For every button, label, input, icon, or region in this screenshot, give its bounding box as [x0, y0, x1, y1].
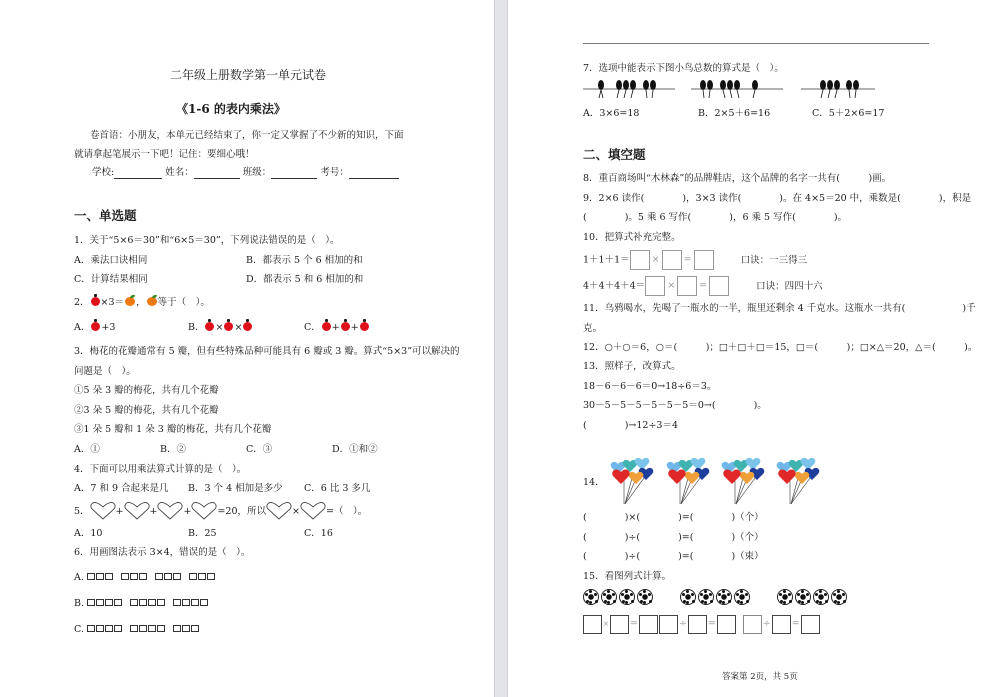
question-tail-text: =（ ）。 — [325, 506, 368, 517]
question-1-option-a[interactable]: A．乘法口诀相同 — [74, 255, 148, 266]
question-13-part1: 30－5－5－5－5－5－5＝0→( )。 — [583, 400, 767, 411]
soccer-ball-icon — [698, 589, 714, 605]
class-blank[interactable] — [271, 168, 317, 179]
mnemonic-hint: 口诀：一三得三 — [740, 254, 808, 266]
question-10-row2 — [583, 276, 823, 297]
question-1-option-d[interactable]: D．都表示 5 和 6 相加的和 — [246, 274, 364, 285]
question-13-example: 18－6－6－6＝0→18÷6＝3。 — [583, 381, 717, 392]
section-heading-single-choice: 一、单选题 — [74, 208, 137, 223]
question-6-option-a[interactable] — [74, 572, 223, 584]
question-3-option-b[interactable]: B．② — [160, 444, 186, 455]
apple-icon — [341, 322, 350, 331]
square-group-icon — [87, 598, 123, 610]
question-14-row1: ( )×( )=( )（个） — [583, 512, 764, 523]
soccer-ball-icon — [734, 589, 750, 605]
question-13-part2: ( )→12÷3＝4 — [583, 420, 679, 431]
square-group-icon — [87, 572, 114, 584]
square-group-icon — [87, 624, 123, 636]
question-3-statement-2: ②3 朵 5 瓣的梅花，共有几个花瓣 — [74, 405, 219, 416]
question-9-line1: 9．2×6 读作( )，3×3 读作( )。在 4×5＝20 中，乘数是( )，积是 — [583, 193, 972, 204]
answer-box[interactable] — [610, 615, 629, 634]
times-sign: × — [603, 620, 609, 628]
question-11-line1: 11．乌鸦喝水，先喝了一瓶水的一半，瓶里还剩余 4 千克水。这瓶水一共有( )千 — [583, 303, 976, 314]
question-10-stem: 10．把算式补充完整。 — [583, 232, 681, 243]
option-label: B. — [74, 598, 85, 609]
question-4-stem: 4．下面可以用乘法算式计算的是（ ）。 — [74, 464, 247, 475]
question-2-option-c[interactable] — [304, 322, 370, 334]
plus-sign: + — [149, 506, 158, 517]
question-3-option-a[interactable]: A．① — [74, 444, 100, 455]
question-1-stem: 1．关于“5×6＝30”和“6×5＝30”，下列说法错误的是（ ）。 — [74, 235, 340, 246]
question-10-row1 — [583, 250, 807, 271]
document-page-left — [0, 0, 494, 697]
orange-icon — [147, 297, 157, 306]
question-6-stem: 6．用画图法表示 3×4，错误的是（ ）。 — [74, 547, 251, 558]
apple-icon — [91, 322, 100, 331]
answer-box[interactable] — [709, 276, 729, 296]
answer-box[interactable] — [677, 276, 697, 296]
plus-sign: + — [350, 322, 359, 333]
divide-sign: ÷ — [678, 618, 687, 629]
soccer-ball-icon — [637, 589, 653, 605]
apple-icon — [205, 322, 214, 331]
question-7-stem: 7．选项中能表示下图小鸟总数的算式是（ ）。 — [583, 63, 784, 74]
question-number: 5． — [74, 506, 90, 517]
apple-icon — [224, 322, 233, 331]
name-blank[interactable] — [194, 168, 240, 179]
heart-icon — [300, 502, 326, 520]
equals-sign: = — [791, 618, 800, 629]
answer-box[interactable] — [772, 615, 791, 634]
school-label: 学校: — [92, 167, 115, 178]
equals-sign: = — [629, 618, 638, 629]
question-5-stem — [74, 502, 367, 520]
soccer-ball-icon — [795, 589, 811, 605]
plus-sign: + — [331, 322, 340, 333]
divide-sign: ÷ — [762, 618, 771, 629]
question-3-statement-1: ①5 朵 3 瓣的梅花，共有几个花瓣 — [74, 385, 219, 396]
section-heading-fill-in: 二、填空题 — [583, 147, 646, 162]
question-7-option-c[interactable]: C．5＋2×6=17 — [812, 108, 885, 119]
question-5-option-c[interactable]: C．16 — [304, 528, 333, 539]
question-4-option-c[interactable]: C．6 比 3 多几 — [304, 483, 371, 494]
option-label: A. — [74, 572, 84, 583]
question-15-equations — [583, 614, 820, 635]
plus-sign: + — [183, 506, 192, 517]
question-1-option-b[interactable]: B．都表示 5 个 6 相加的和 — [246, 255, 363, 266]
question-7-option-a[interactable]: A．3×6=18 — [583, 108, 640, 119]
option-label: C. — [74, 624, 84, 635]
option-text: +3 — [101, 322, 116, 333]
apple-icon — [360, 322, 369, 331]
question-6-option-b[interactable] — [74, 598, 216, 610]
heart-icon — [124, 502, 150, 520]
question-2-stem — [74, 297, 210, 309]
question-14-row3: ( )÷( )=( )（束） — [583, 551, 764, 562]
question-3-option-c[interactable]: C．③ — [246, 444, 273, 455]
comma-text: ， — [136, 297, 146, 308]
answer-box[interactable] — [688, 615, 707, 634]
question-4-option-b[interactable]: B．3 个 4 相加是多少 — [188, 483, 283, 494]
exam-title: 二年级上册数学第一单元试卷 — [170, 68, 327, 82]
soccer-ball-group — [777, 597, 849, 608]
heart-icon — [90, 502, 116, 520]
question-3-option-d[interactable]: D．①和② — [332, 444, 378, 455]
expression-text: 4＋4＋4＋4＝ — [583, 280, 646, 292]
answer-box[interactable] — [645, 276, 665, 296]
answer-box[interactable] — [639, 615, 658, 634]
times-sign: × — [651, 254, 660, 265]
name-label: 姓名： — [165, 167, 194, 178]
option-label: A． — [74, 322, 91, 333]
balloon-bunches-image — [608, 456, 828, 506]
soccer-ball-icon — [619, 589, 635, 605]
soccer-ball-icon — [601, 589, 617, 605]
answer-box[interactable] — [662, 250, 682, 270]
equals-sign: = — [683, 254, 692, 265]
heart-icon — [266, 502, 292, 520]
exam-number-blank[interactable] — [349, 168, 399, 179]
answer-box[interactable] — [717, 615, 736, 634]
intro-text-line1: 卷首语：小朋友，本单元已经结束了，你一定又掌握了不少新的知识，下面 — [90, 130, 404, 141]
header-rule — [583, 43, 929, 44]
question-4-option-a[interactable]: A．7 和 9 合起来是几 — [74, 483, 169, 494]
square-group-icon — [121, 572, 148, 584]
question-1-option-c[interactable]: C．计算结果相同 — [74, 274, 148, 285]
mnemonic-hint: 口诀：四四十六 — [756, 280, 823, 292]
soccer-ball-icon — [831, 589, 847, 605]
question-2-option-a[interactable] — [74, 322, 115, 334]
times-three-text: ×3＝ — [100, 297, 125, 308]
times-sign: × — [292, 506, 300, 517]
question-7-option-b[interactable]: B．2×5＋6=16 — [698, 108, 771, 119]
soccer-ball-group — [583, 597, 655, 608]
apple-icon — [243, 322, 252, 331]
answer-box[interactable] — [694, 250, 714, 270]
answer-box[interactable] — [630, 250, 650, 270]
question-8: 8．重百商场叫“木林森”的品牌鞋店，这个品牌的名字一共有( )画。 — [583, 173, 892, 184]
soccer-ball-icon — [716, 589, 732, 605]
question-11-line2: 克。 — [583, 323, 603, 334]
option-label: C． — [304, 322, 321, 333]
page-footer: 答案第 2页，共 5页 — [722, 672, 798, 682]
question-13-stem: 13．照样子，改算式。 — [583, 361, 681, 372]
answer-box[interactable] — [801, 615, 820, 634]
answer-box[interactable] — [743, 615, 762, 634]
question-5-option-a[interactable]: A．10 — [74, 528, 103, 539]
times-sign: × — [215, 322, 224, 333]
class-label: 班级： — [242, 167, 272, 178]
heart-icon — [157, 502, 183, 520]
option-label: B． — [188, 322, 205, 333]
apple-icon — [91, 297, 100, 306]
soccer-ball-groups — [583, 589, 849, 611]
square-group-icon — [189, 572, 216, 584]
question-3-stem-line1: 3．梅花的花瓣通常有 5 瓣，但有些特殊品种可能具有 6 瓣或 3 瓣。算式“5×3”可以解决的 — [74, 346, 460, 357]
heart-icon — [191, 502, 217, 520]
soccer-ball-group — [680, 597, 752, 608]
question-15-stem: 15．看图列式计算。 — [583, 571, 672, 582]
apple-icon — [322, 322, 331, 331]
soccer-ball-icon — [777, 589, 793, 605]
equals-sign: = — [707, 618, 716, 629]
square-group-icon — [173, 624, 200, 636]
question-14-number: 14． — [583, 477, 605, 488]
soccer-ball-icon — [813, 589, 829, 605]
answer-box[interactable] — [583, 615, 602, 634]
exam-subtitle: 《1-6 的表内乘法》 — [176, 102, 286, 116]
question-9-line2: ( )。5 乘 6 写作( )，6 乘 5 写作( )。 — [583, 212, 848, 223]
answer-box[interactable] — [659, 615, 678, 634]
equals-sign: = — [699, 280, 708, 291]
square-group-icon — [130, 624, 166, 636]
question-6-option-c[interactable] — [74, 624, 207, 636]
soccer-ball-icon — [583, 589, 599, 605]
expression-text: 1＋1＋1＝ — [583, 254, 630, 266]
question-2-option-b[interactable] — [188, 322, 253, 334]
times-sign: × — [667, 280, 676, 291]
soccer-ball-icon — [680, 589, 696, 605]
question-12: 12．○＋○＝6，○＝( )；□＋□＋□＝15，□＝( )；□×△＝20，△＝( )。 — [583, 342, 978, 353]
square-group-icon — [130, 598, 166, 610]
times-sign: × — [234, 322, 243, 333]
page-gutter — [494, 0, 508, 697]
question-3-statement-3: ③1 朵 5 瓣和 1 朵 3 瓣的梅花，共有几个花瓣 — [74, 424, 272, 435]
orange-icon — [125, 297, 135, 306]
square-group-icon — [155, 572, 182, 584]
question-5-option-b[interactable]: B．25 — [188, 528, 217, 539]
birds-on-wire-image — [583, 78, 883, 104]
exam-number-label: 考号： — [320, 167, 349, 178]
plus-sign: + — [115, 506, 124, 517]
question-tail-text: 等于（ ）。 — [157, 297, 210, 308]
square-group-icon — [173, 598, 209, 610]
intro-text-line2: 就请拿起笔展示一下吧！记住：要细心哦！ — [74, 149, 255, 160]
question-3-stem-line2: 问题是（ ）。 — [74, 366, 136, 377]
school-blank[interactable] — [114, 168, 162, 179]
document-page-right — [508, 0, 1001, 697]
question-number: 2． — [74, 297, 90, 308]
student-info-row — [92, 167, 399, 179]
equals-twenty-text: =20，所以 — [217, 506, 267, 517]
question-14-row2: ( )÷( )=( )（个） — [583, 532, 764, 543]
